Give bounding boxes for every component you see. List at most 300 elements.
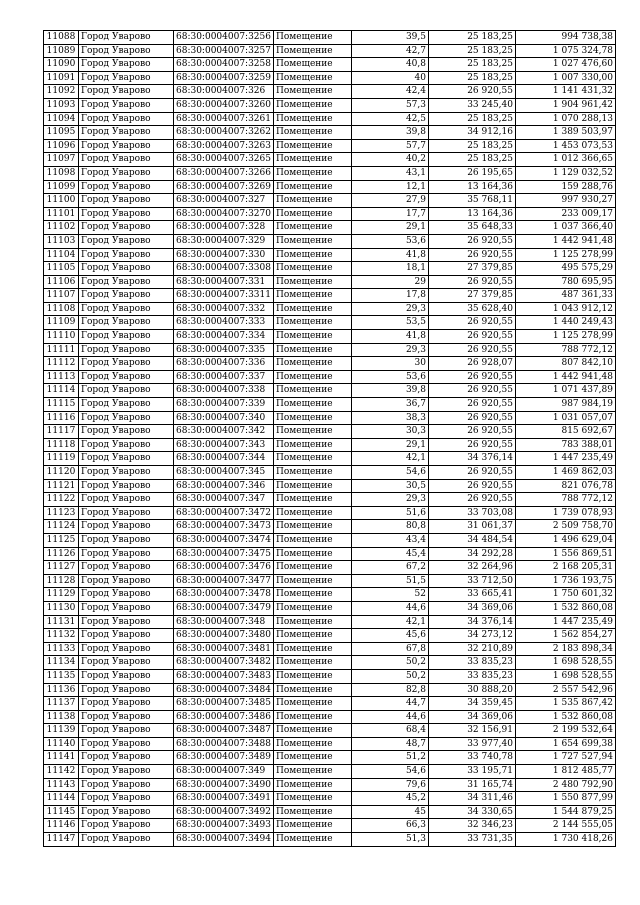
cell-row-number: 11143: [44, 778, 79, 792]
cell-locality: Город Уварово: [79, 466, 174, 480]
cell-row-number: 11113: [44, 370, 79, 384]
cell-unit-value: 25 183,25: [429, 71, 516, 85]
cell-locality: Город Уварово: [79, 506, 174, 520]
cell-row-number: 11115: [44, 398, 79, 412]
cell-property-type: Помещение: [274, 574, 352, 588]
cell-unit-value: 34 292,28: [429, 547, 516, 561]
cell-area: 67,8: [352, 642, 429, 656]
table-row: [44, 751, 616, 765]
cell-cadastral-number: 68:30:0004007:3472: [174, 506, 274, 520]
cell-area: 12,1: [352, 180, 429, 194]
cell-property-type: Помещение: [274, 248, 352, 262]
table-row: [44, 778, 616, 792]
cell-locality: Город Уварово: [79, 411, 174, 425]
cell-unit-value: 26 920,55: [429, 248, 516, 262]
cell-row-number: 11146: [44, 819, 79, 833]
cell-unit-value: 26 920,55: [429, 370, 516, 384]
cell-property-type: Помещение: [274, 588, 352, 602]
cell-cadastral-number: 68:30:0004007:347: [174, 493, 274, 507]
cell-cadastral-number: 68:30:0004007:3265: [174, 153, 274, 167]
cell-cadastral-number: 68:30:0004007:3488: [174, 737, 274, 751]
cell-unit-value: 26 920,55: [429, 384, 516, 398]
cell-locality: Город Уварово: [79, 425, 174, 439]
cell-cadastral-number: 68:30:0004007:338: [174, 384, 274, 398]
cell-cadastral-value: 1 698 528,55: [516, 669, 616, 683]
cell-cadastral-value: 1 043 912,12: [516, 302, 616, 316]
cell-row-number: 11112: [44, 357, 79, 371]
cell-row-number: 11106: [44, 275, 79, 289]
cell-cadastral-number: 68:30:0004007:3491: [174, 792, 274, 806]
cell-cadastral-value: 807 842,10: [516, 357, 616, 371]
cell-locality: Город Уварово: [79, 615, 174, 629]
cell-cadastral-number: 68:30:0004007:3263: [174, 139, 274, 153]
cell-row-number: 11131: [44, 615, 79, 629]
cell-property-type: Помещение: [274, 357, 352, 371]
cell-cadastral-number: 68:30:0004007:3473: [174, 520, 274, 534]
cell-area: 44,7: [352, 697, 429, 711]
cell-cadastral-number: 68:30:0004007:3260: [174, 98, 274, 112]
cell-property-type: Помещение: [274, 126, 352, 140]
cell-area: 41,8: [352, 330, 429, 344]
cell-unit-value: 34 369,06: [429, 710, 516, 724]
table-row: [44, 71, 616, 85]
cell-cadastral-value: 2 509 758,70: [516, 520, 616, 534]
cell-row-number: 11103: [44, 234, 79, 248]
cell-locality: Город Уварово: [79, 384, 174, 398]
cell-cadastral-value: 1 007 330,00: [516, 71, 616, 85]
cell-row-number: 11134: [44, 656, 79, 670]
cell-row-number: 11104: [44, 248, 79, 262]
cell-area: 30: [352, 357, 429, 371]
cell-area: 51,6: [352, 506, 429, 520]
table-row: [44, 153, 616, 167]
table-row: [44, 126, 616, 140]
cell-property-type: Помещение: [274, 629, 352, 643]
cell-cadastral-number: 68:30:0004007:326: [174, 85, 274, 99]
cell-cadastral-value: 1 129 032,52: [516, 166, 616, 180]
cell-property-type: Помещение: [274, 669, 352, 683]
cell-unit-value: 25 183,25: [429, 31, 516, 45]
cell-property-type: Помещение: [274, 819, 352, 833]
cell-cadastral-value: 815 692,67: [516, 425, 616, 439]
cell-property-type: Помещение: [274, 384, 352, 398]
cell-property-type: Помещение: [274, 466, 352, 480]
cell-area: 40,8: [352, 58, 429, 72]
cell-property-type: Помещение: [274, 343, 352, 357]
cell-cadastral-number: 68:30:0004007:340: [174, 411, 274, 425]
cell-row-number: 11092: [44, 85, 79, 99]
cell-area: 51,3: [352, 833, 429, 847]
table-row: [44, 683, 616, 697]
cell-cadastral-value: 1 012 366,65: [516, 153, 616, 167]
cell-cadastral-value: 2 144 555,05: [516, 819, 616, 833]
cell-area: 39,8: [352, 384, 429, 398]
table-row: [44, 166, 616, 180]
cell-locality: Город Уварово: [79, 166, 174, 180]
cell-property-type: Помещение: [274, 166, 352, 180]
cell-unit-value: 33 245,40: [429, 98, 516, 112]
cell-property-type: Помещение: [274, 452, 352, 466]
cell-unit-value: 34 369,06: [429, 601, 516, 615]
cell-property-type: Помещение: [274, 506, 352, 520]
cell-property-type: Помещение: [274, 370, 352, 384]
cell-cadastral-value: 1 535 867,42: [516, 697, 616, 711]
table-row: [44, 316, 616, 330]
cell-area: 42,7: [352, 44, 429, 58]
cell-area: 42,1: [352, 452, 429, 466]
cell-area: 17,8: [352, 289, 429, 303]
cell-area: 53,5: [352, 316, 429, 330]
cell-unit-value: 26 920,55: [429, 438, 516, 452]
table-row: [44, 330, 616, 344]
cell-property-type: Помещение: [274, 697, 352, 711]
cell-unit-value: 33 195,71: [429, 765, 516, 779]
cell-unit-value: 33 703,08: [429, 506, 516, 520]
table-row: [44, 533, 616, 547]
cell-cadastral-number: 68:30:0004007:327: [174, 194, 274, 208]
cell-unit-value: 33 740,78: [429, 751, 516, 765]
cell-locality: Город Уварово: [79, 561, 174, 575]
cell-locality: Город Уварово: [79, 221, 174, 235]
cell-unit-value: 26 920,55: [429, 330, 516, 344]
cell-cadastral-value: 1 125 278,99: [516, 248, 616, 262]
cell-locality: Город Уварово: [79, 194, 174, 208]
cell-area: 41,8: [352, 248, 429, 262]
cell-cadastral-value: 783 388,01: [516, 438, 616, 452]
cell-locality: Город Уварово: [79, 207, 174, 221]
cell-cadastral-number: 68:30:0004007:329: [174, 234, 274, 248]
cell-cadastral-value: 788 772,12: [516, 343, 616, 357]
cell-property-type: Помещение: [274, 58, 352, 72]
table-row: [44, 588, 616, 602]
cell-locality: Город Уварово: [79, 805, 174, 819]
cell-locality: Город Уварово: [79, 126, 174, 140]
cell-cadastral-value: 1 496 629,04: [516, 533, 616, 547]
cell-unit-value: 34 359,45: [429, 697, 516, 711]
cell-area: 27,9: [352, 194, 429, 208]
cell-row-number: 11111: [44, 343, 79, 357]
cell-locality: Город Уварово: [79, 574, 174, 588]
cell-cadastral-value: 1 556 869,51: [516, 547, 616, 561]
table-row: [44, 697, 616, 711]
cell-area: 29,1: [352, 221, 429, 235]
cell-cadastral-number: 68:30:0004007:336: [174, 357, 274, 371]
cell-row-number: 11107: [44, 289, 79, 303]
cell-cadastral-number: 68:30:0004007:3262: [174, 126, 274, 140]
cell-unit-value: 34 311,46: [429, 792, 516, 806]
cell-unit-value: 25 183,25: [429, 44, 516, 58]
cell-locality: Город Уварово: [79, 778, 174, 792]
cell-unit-value: 33 665,41: [429, 588, 516, 602]
cell-property-type: Помещение: [274, 683, 352, 697]
cell-property-type: Помещение: [274, 615, 352, 629]
table-row: [44, 398, 616, 412]
cell-row-number: 11110: [44, 330, 79, 344]
cell-property-type: Помещение: [274, 289, 352, 303]
cell-row-number: 11108: [44, 302, 79, 316]
cell-unit-value: 26 920,55: [429, 343, 516, 357]
cell-unit-value: 26 920,55: [429, 85, 516, 99]
table-row: [44, 194, 616, 208]
cell-locality: Город Уварово: [79, 697, 174, 711]
cell-cadastral-number: 68:30:0004007:3486: [174, 710, 274, 724]
cell-property-type: Помещение: [274, 724, 352, 738]
cell-area: 43,4: [352, 533, 429, 547]
cell-locality: Город Уварово: [79, 330, 174, 344]
cell-locality: Город Уварово: [79, 452, 174, 466]
cell-row-number: 11122: [44, 493, 79, 507]
cell-unit-value: 34 273,12: [429, 629, 516, 643]
cell-row-number: 11124: [44, 520, 79, 534]
cell-area: 53,6: [352, 370, 429, 384]
cell-area: 52: [352, 588, 429, 602]
cell-locality: Город Уварово: [79, 370, 174, 384]
cell-cadastral-number: 68:30:0004007:3485: [174, 697, 274, 711]
cell-property-type: Помещение: [274, 44, 352, 58]
table-row: [44, 248, 616, 262]
cell-cadastral-value: 159 288,76: [516, 180, 616, 194]
cell-area: 17,7: [352, 207, 429, 221]
cell-cadastral-number: 68:30:0004007:3478: [174, 588, 274, 602]
cell-property-type: Помещение: [274, 520, 352, 534]
cell-unit-value: 34 376,14: [429, 615, 516, 629]
cell-area: 45,4: [352, 547, 429, 561]
cell-area: 50,2: [352, 656, 429, 670]
cell-cadastral-number: 68:30:0004007:349: [174, 765, 274, 779]
cell-locality: Город Уварово: [79, 438, 174, 452]
cell-cadastral-value: 1 141 431,32: [516, 85, 616, 99]
cell-row-number: 11105: [44, 262, 79, 276]
cell-cadastral-number: 68:30:0004007:342: [174, 425, 274, 439]
cell-unit-value: 32 210,89: [429, 642, 516, 656]
cell-unit-value: 33 977,40: [429, 737, 516, 751]
cell-cadastral-number: 68:30:0004007:3477: [174, 574, 274, 588]
cell-unit-value: 34 912,16: [429, 126, 516, 140]
cell-locality: Город Уварово: [79, 792, 174, 806]
cell-cadastral-number: 68:30:0004007:3487: [174, 724, 274, 738]
cell-locality: Город Уварово: [79, 289, 174, 303]
cell-cadastral-value: 2 199 532,64: [516, 724, 616, 738]
cell-cadastral-value: 2 480 792,90: [516, 778, 616, 792]
cell-unit-value: 26 920,55: [429, 275, 516, 289]
cell-unit-value: 32 346,23: [429, 819, 516, 833]
cell-locality: Город Уварово: [79, 180, 174, 194]
cell-locality: Город Уварово: [79, 737, 174, 751]
cell-area: 39,8: [352, 126, 429, 140]
cell-unit-value: 25 183,25: [429, 58, 516, 72]
cell-row-number: 11138: [44, 710, 79, 724]
cell-locality: Город Уварово: [79, 669, 174, 683]
cell-area: 29,1: [352, 438, 429, 452]
cell-locality: Город Уварово: [79, 316, 174, 330]
cell-locality: Город Уварово: [79, 765, 174, 779]
cell-cadastral-value: 780 695,95: [516, 275, 616, 289]
cell-cadastral-number: 68:30:0004007:3269: [174, 180, 274, 194]
cell-property-type: Помещение: [274, 71, 352, 85]
cell-area: 42,5: [352, 112, 429, 126]
table-row: [44, 180, 616, 194]
table-row: [44, 289, 616, 303]
cell-property-type: Помещение: [274, 642, 352, 656]
cell-unit-value: 26 920,55: [429, 398, 516, 412]
table-row: [44, 561, 616, 575]
cell-cadastral-value: 1 532 860,08: [516, 710, 616, 724]
cell-area: 29,3: [352, 343, 429, 357]
cell-property-type: Помещение: [274, 751, 352, 765]
cell-property-type: Помещение: [274, 778, 352, 792]
cell-locality: Город Уварово: [79, 275, 174, 289]
cell-property-type: Помещение: [274, 398, 352, 412]
cell-locality: Город Уварово: [79, 520, 174, 534]
cell-cadastral-value: 1 550 877,99: [516, 792, 616, 806]
cell-cadastral-number: 68:30:0004007:3493: [174, 819, 274, 833]
cell-property-type: Помещение: [274, 316, 352, 330]
cell-row-number: 11142: [44, 765, 79, 779]
cell-locality: Город Уварово: [79, 819, 174, 833]
cell-cadastral-value: 1 727 527,94: [516, 751, 616, 765]
table-row: [44, 833, 616, 847]
cell-row-number: 11135: [44, 669, 79, 683]
cell-locality: Город Уварово: [79, 85, 174, 99]
cell-unit-value: 33 712,50: [429, 574, 516, 588]
cell-property-type: Помещение: [274, 31, 352, 45]
cell-cadastral-value: 1 812 485,77: [516, 765, 616, 779]
cell-unit-value: 30 888,20: [429, 683, 516, 697]
cell-row-number: 11145: [44, 805, 79, 819]
cell-cadastral-number: 68:30:0004007:343: [174, 438, 274, 452]
cell-cadastral-value: 1 440 249,43: [516, 316, 616, 330]
table-row: [44, 139, 616, 153]
cell-row-number: 11137: [44, 697, 79, 711]
cell-cadastral-number: 68:30:0004007:3308: [174, 262, 274, 276]
cell-cadastral-value: 1 698 528,55: [516, 656, 616, 670]
cell-locality: Город Уварово: [79, 44, 174, 58]
table-row: [44, 642, 616, 656]
cell-cadastral-value: 987 984,19: [516, 398, 616, 412]
cell-locality: Город Уварово: [79, 262, 174, 276]
cell-cadastral-value: 2 168 205,31: [516, 561, 616, 575]
cell-unit-value: 27 379,85: [429, 262, 516, 276]
cell-row-number: 11114: [44, 384, 79, 398]
cell-row-number: 11098: [44, 166, 79, 180]
cell-locality: Город Уварово: [79, 683, 174, 697]
cell-cadastral-number: 68:30:0004007:335: [174, 343, 274, 357]
table-row: [44, 493, 616, 507]
table-row: [44, 710, 616, 724]
cell-cadastral-value: 495 575,29: [516, 262, 616, 276]
cell-row-number: 11130: [44, 601, 79, 615]
cell-unit-value: 26 920,55: [429, 316, 516, 330]
cell-cadastral-number: 68:30:0004007:3266: [174, 166, 274, 180]
cell-unit-value: 33 835,23: [429, 656, 516, 670]
table-row: [44, 438, 616, 452]
cell-cadastral-value: 994 738,38: [516, 31, 616, 45]
cell-row-number: 11117: [44, 425, 79, 439]
cell-cadastral-value: 1 075 324,78: [516, 44, 616, 58]
cell-cadastral-value: 2 557 542,96: [516, 683, 616, 697]
cell-row-number: 11118: [44, 438, 79, 452]
cell-area: 79,6: [352, 778, 429, 792]
cell-cadastral-value: 1 447 235,49: [516, 452, 616, 466]
cell-row-number: 11088: [44, 31, 79, 45]
table-row: [44, 275, 616, 289]
cell-unit-value: 34 330,65: [429, 805, 516, 819]
cell-cadastral-value: 1 071 437,89: [516, 384, 616, 398]
cell-property-type: Помещение: [274, 805, 352, 819]
cell-row-number: 11091: [44, 71, 79, 85]
cell-area: 42,1: [352, 615, 429, 629]
cell-property-type: Помещение: [274, 275, 352, 289]
cell-unit-value: 33 835,23: [429, 669, 516, 683]
cell-cadastral-number: 68:30:0004007:344: [174, 452, 274, 466]
cell-property-type: Помещение: [274, 710, 352, 724]
cell-unit-value: 25 183,25: [429, 112, 516, 126]
cell-cadastral-number: 68:30:0004007:3257: [174, 44, 274, 58]
table-row: [44, 343, 616, 357]
cell-locality: Город Уварово: [79, 343, 174, 357]
cell-locality: Город Уварово: [79, 724, 174, 738]
table-row: [44, 262, 616, 276]
cell-locality: Город Уварово: [79, 139, 174, 153]
cell-cadastral-value: 1 562 854,27: [516, 629, 616, 643]
cell-row-number: 11116: [44, 411, 79, 425]
cell-property-type: Помещение: [274, 302, 352, 316]
cell-locality: Город Уварово: [79, 833, 174, 847]
cell-cadastral-number: 68:30:0004007:337: [174, 370, 274, 384]
cell-cadastral-number: 68:30:0004007:3492: [174, 805, 274, 819]
cell-property-type: Помещение: [274, 547, 352, 561]
table-row: [44, 792, 616, 806]
table-row: [44, 724, 616, 738]
cell-property-type: Помещение: [274, 792, 352, 806]
cell-unit-value: 13 164,36: [429, 207, 516, 221]
cell-area: 54,6: [352, 466, 429, 480]
cell-property-type: Помещение: [274, 98, 352, 112]
cell-area: 45,6: [352, 629, 429, 643]
cell-area: 57,7: [352, 139, 429, 153]
cell-area: 30,5: [352, 479, 429, 493]
cell-locality: Город Уварово: [79, 31, 174, 45]
cell-property-type: Помещение: [274, 833, 352, 847]
cell-area: 44,6: [352, 710, 429, 724]
cell-cadastral-number: 68:30:0004007:3482: [174, 656, 274, 670]
cell-area: 43,1: [352, 166, 429, 180]
cell-property-type: Помещение: [274, 194, 352, 208]
cell-property-type: Помещение: [274, 561, 352, 575]
cell-cadastral-value: 1 037 366,40: [516, 221, 616, 235]
cell-unit-value: 25 183,25: [429, 153, 516, 167]
cell-area: 45,2: [352, 792, 429, 806]
cell-cadastral-value: 1 469 862,03: [516, 466, 616, 480]
cell-cadastral-value: 1 027 476,60: [516, 58, 616, 72]
cell-cadastral-number: 68:30:0004007:3311: [174, 289, 274, 303]
table-row: [44, 302, 616, 316]
cell-locality: Город Уварово: [79, 642, 174, 656]
cell-row-number: 11120: [44, 466, 79, 480]
cell-cadastral-number: 68:30:0004007:3270: [174, 207, 274, 221]
table-body: [44, 31, 616, 847]
cell-area: 38,3: [352, 411, 429, 425]
cell-locality: Город Уварово: [79, 248, 174, 262]
cell-row-number: 11090: [44, 58, 79, 72]
cell-cadastral-number: 68:30:0004007:3256: [174, 31, 274, 45]
cell-row-number: 11125: [44, 533, 79, 547]
cell-area: 44,6: [352, 601, 429, 615]
cell-unit-value: 26 920,55: [429, 425, 516, 439]
cell-cadastral-number: 68:30:0004007:3476: [174, 561, 274, 575]
cell-cadastral-number: 68:30:0004007:3474: [174, 533, 274, 547]
table-row: [44, 574, 616, 588]
